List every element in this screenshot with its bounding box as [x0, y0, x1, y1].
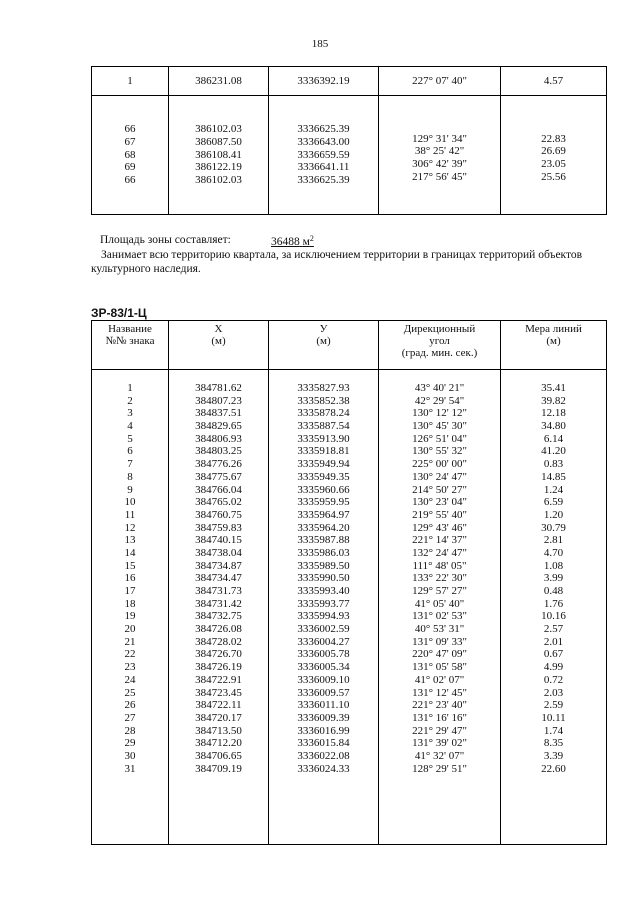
table-cell: 34.80	[541, 420, 566, 433]
table-cell: 2.01	[543, 635, 564, 648]
table-cell: 12.18	[541, 407, 566, 420]
table-cell: 130° 24' 47"	[412, 470, 467, 483]
table-cell: 21	[124, 635, 136, 648]
table-row	[92, 96, 607, 215]
table-cell: 130° 12' 12"	[412, 407, 467, 420]
table-cell: 1.24	[543, 483, 564, 496]
table-cell: 4.99	[543, 661, 564, 674]
table-cell: 384740.15	[195, 534, 242, 547]
table-cell: 17	[124, 585, 136, 597]
table-cell: 3335949.35	[297, 470, 350, 483]
table-cell: 3336011.10	[297, 699, 350, 712]
table-cell: 384726.19	[195, 661, 242, 674]
table-cell: 131° 09' 33"	[412, 635, 467, 648]
table-cell: 3336022.08	[297, 749, 350, 762]
table-cell: 8.35	[543, 737, 564, 750]
direction-angle-column	[379, 382, 500, 775]
table-cell: 43° 40' 21"	[414, 382, 465, 394]
line-length-column	[501, 382, 606, 775]
header-length: Мера линий (м)	[501, 321, 607, 370]
table-cell: 384766.04	[195, 483, 242, 496]
table-cell: 3335949.94	[297, 458, 350, 471]
table-cell: 384731.73	[195, 585, 242, 597]
table-header-row	[92, 321, 607, 370]
table-cell: 7	[127, 458, 133, 471]
table-cell: 16	[124, 572, 136, 585]
table-cell: 384723.45	[195, 686, 242, 699]
table-cell: 3335964.20	[297, 521, 350, 534]
table-cell: 131° 39' 02"	[412, 737, 467, 750]
line-length-list	[501, 127, 606, 184]
header-angle: Дирекционный угол (град. мин. сек.)	[379, 321, 501, 370]
list-item: 386108.41	[195, 148, 242, 161]
table-cell: 1	[127, 382, 133, 394]
table-cell: 3335964.97	[297, 508, 350, 521]
table-cell: 130° 45' 30"	[412, 420, 467, 433]
table-cell: 22.60	[541, 762, 566, 775]
point-number: 1	[92, 67, 169, 96]
table-cell: 42° 29' 54"	[414, 394, 465, 407]
table-cell: 0.83	[543, 458, 564, 471]
table-cell: 25	[124, 686, 136, 699]
table-cell: 3335852.38	[297, 394, 350, 407]
table-cell: 384776.26	[195, 458, 242, 471]
table-cell: 5	[127, 432, 133, 445]
table-cell: 3335989.50	[297, 559, 350, 572]
table-cell: 214° 50' 27"	[412, 483, 467, 496]
table-cell: 3335827.93	[297, 382, 350, 394]
table-cell: 1.08	[543, 559, 564, 572]
table-cell: 384713.50	[195, 724, 242, 737]
list-item: 66	[124, 123, 136, 136]
table-cell: 3336016.99	[297, 724, 350, 737]
table-cell: 384738.04	[195, 546, 242, 559]
table-cell: 2.81	[543, 534, 564, 547]
table-cell: 384760.75	[195, 508, 242, 521]
table-cell: 2.57	[543, 623, 564, 636]
table-cell: 220° 47' 09"	[412, 648, 467, 661]
table-cell: 384734.87	[195, 559, 242, 572]
y-coordinate-list	[269, 123, 378, 186]
table-cell: 1.20	[543, 508, 564, 521]
table-cell: 10.11	[541, 711, 566, 724]
table-cell: 384722.11	[195, 699, 242, 712]
table-cell: 14	[124, 546, 136, 559]
table-cell: 6	[127, 445, 133, 458]
table-cell: 384731.42	[195, 597, 242, 610]
table-cell: 130° 23' 04"	[412, 496, 467, 509]
table-cell: 30.79	[541, 521, 566, 534]
table-cell: 9	[127, 483, 133, 496]
table-cell: 28	[124, 724, 136, 737]
list-item: 68	[124, 148, 136, 161]
direction-angle-list	[379, 127, 500, 184]
table-cell: 3335960.66	[297, 483, 350, 496]
table-cell: 10.16	[541, 610, 566, 623]
table-cell: 3336024.33	[297, 762, 350, 775]
table-cell: 219° 55' 40"	[412, 508, 467, 521]
table-cell: 384722.91	[195, 673, 242, 686]
table-cell: 3335918.81	[297, 445, 350, 458]
table-cell: 10	[124, 496, 136, 509]
table-cell: 3335987.88	[297, 534, 350, 547]
table-cell: 3335990.50	[297, 572, 350, 585]
list-item: 3336625.39	[297, 123, 350, 136]
header-x: Х (м)	[169, 321, 269, 370]
table-cell: 132° 24' 47"	[412, 546, 467, 559]
table-cell: 18	[124, 597, 136, 610]
table-cell: 20	[124, 623, 136, 636]
table-cell: 4.70	[543, 546, 564, 559]
table-cell: 130° 55' 32"	[412, 445, 467, 458]
table-row	[92, 67, 607, 96]
table-cell: 2.03	[543, 686, 564, 699]
table-cell: 131° 16' 16"	[412, 711, 467, 724]
table-cell: 41° 02' 07"	[414, 673, 465, 686]
table-cell: 3336005.34	[297, 661, 350, 674]
table-cell: 384775.67	[195, 470, 242, 483]
list-item: 386122.19	[195, 161, 242, 174]
table-cell: 225° 00' 00"	[412, 458, 467, 471]
table-cell: 22	[124, 648, 136, 661]
table-cell: 384726.70	[195, 648, 242, 661]
table-cell: 384732.75	[195, 610, 242, 623]
page-number: 185	[311, 38, 329, 50]
table-cell: 35.41	[541, 382, 566, 394]
table-cell: 11	[124, 508, 136, 521]
table-cell: 2	[127, 394, 133, 407]
table-cell: 3336004.27	[297, 635, 350, 648]
table-cell: 3	[127, 407, 133, 420]
table-cell: 41° 32' 07"	[414, 749, 465, 762]
table-cell: 6.59	[543, 496, 564, 509]
table-cell: 41.20	[541, 445, 566, 458]
table-cell: 8	[127, 470, 133, 483]
table-cell: 24	[124, 673, 136, 686]
table-cell: 3335993.77	[297, 597, 350, 610]
table-cell: 126° 51' 04"	[412, 432, 467, 445]
table-cell: 3.39	[543, 749, 564, 762]
y-coordinate: 3336392.19	[269, 67, 379, 96]
table-cell: 384712.20	[195, 737, 242, 750]
table-cell: 1.74	[543, 724, 564, 737]
list-item: 217° 56' 45"	[412, 170, 467, 183]
table-cell: 3335913.90	[297, 432, 350, 445]
list-item: 66	[124, 174, 136, 187]
table-cell: 31	[124, 762, 136, 775]
table-cell: 3335986.03	[297, 546, 350, 559]
list-item: 22.83	[541, 132, 566, 145]
table-cell: 13	[124, 534, 136, 547]
table-cell: 129° 57' 27"	[412, 585, 467, 597]
table-cell: 0.67	[543, 648, 564, 661]
table-cell: 15	[124, 559, 136, 572]
table-cell: 384728.02	[195, 635, 242, 648]
point-number-list	[92, 123, 168, 186]
x-coordinate-column	[169, 382, 268, 775]
list-item: 38° 25' 42"	[414, 145, 465, 158]
table-cell: 12	[124, 521, 136, 534]
table-cell: 131° 05' 58"	[412, 661, 467, 674]
table-cell: 384734.47	[195, 572, 242, 585]
direction-angle: 227° 07' 40"	[379, 67, 501, 96]
list-item: 129° 31' 34"	[412, 132, 467, 145]
table-cell: 29	[124, 737, 136, 750]
table-cell: 3336015.84	[297, 737, 350, 750]
table-cell: 3336002.59	[297, 623, 350, 636]
area-value: 36488 $м^2$	[271, 234, 314, 248]
table-cell: 19	[124, 610, 136, 623]
list-item: 67	[124, 135, 136, 148]
x-coordinate-list	[169, 123, 268, 186]
table-cell: 3335994.93	[297, 610, 350, 623]
table-cell: 3336009.57	[297, 686, 350, 699]
table-cell: 384806.93	[195, 432, 242, 445]
list-item: 3336659.59	[297, 148, 350, 161]
point-number-column	[92, 382, 168, 775]
table-cell: 3336009.10	[297, 673, 350, 686]
table-cell: 128° 29' 51"	[412, 762, 467, 775]
table-cell: 1.76	[543, 597, 564, 610]
line-length: 4.57	[501, 67, 607, 96]
table-cell: 221° 23' 40"	[412, 699, 467, 712]
table-cell: 131° 02' 53"	[412, 610, 467, 623]
table-cell: 384726.08	[195, 623, 242, 636]
table-cell: 23	[124, 661, 136, 674]
table-cell: 384803.25	[195, 445, 242, 458]
zone-description: Занимает всю территорию квартала, за исключением территории в границах территорий объектов культурного наследия.	[91, 249, 583, 275]
table-cell: 3.99	[543, 572, 564, 585]
list-item: 3336625.39	[297, 174, 350, 187]
header-name: Название №№ знака	[92, 321, 169, 370]
list-item: 386102.03	[195, 174, 242, 187]
table-cell: 3335887.54	[297, 420, 350, 433]
list-item: 25.56	[541, 170, 566, 183]
table-cell: 27	[124, 711, 136, 724]
table-cell: 0.48	[543, 585, 564, 597]
table-cell: 384759.83	[195, 521, 242, 534]
table-cell: 39.82	[541, 394, 566, 407]
table-cell: 384706.65	[195, 749, 242, 762]
area-label: Площадь зоны составляет:	[100, 234, 231, 246]
coordinates-table-continued	[91, 66, 607, 215]
table-cell: 3335959.95	[297, 496, 350, 509]
table-cell: 6.14	[543, 432, 564, 445]
table-cell: 111° 48' 05"	[412, 559, 467, 572]
header-y: У (м)	[269, 321, 379, 370]
table-cell: 30	[124, 749, 136, 762]
table-cell: 3335993.40	[297, 585, 350, 597]
list-item: 3336641.11	[297, 161, 350, 174]
table-cell: 40° 53' 31"	[414, 623, 465, 636]
table-cell: 3336009.39	[297, 711, 350, 724]
table-cell: 133° 22' 30"	[412, 572, 467, 585]
list-item: 386087.50	[195, 135, 242, 148]
zone-coordinates-table	[91, 320, 607, 845]
list-item: 3336643.00	[297, 135, 350, 148]
table-cell: 0.72	[543, 673, 564, 686]
table-cell: 4	[127, 420, 133, 433]
list-item: 23.05	[541, 158, 566, 170]
table-cell: 3335878.24	[297, 407, 350, 420]
table-cell: 221° 14' 37"	[412, 534, 467, 547]
table-cell: 384765.02	[195, 496, 242, 509]
table-cell: 2.59	[543, 699, 564, 712]
table-cell: 384829.65	[195, 420, 242, 433]
list-item: 26.69	[541, 145, 566, 158]
list-item: 306° 42' 39"	[412, 158, 467, 170]
list-item: 69	[124, 161, 136, 174]
table-cell: 26	[124, 699, 136, 712]
table-cell: 384720.17	[195, 711, 242, 724]
zone-title: ЗР-83/1-Ц	[91, 306, 147, 320]
table-cell: 3336005.78	[297, 648, 350, 661]
table-cell: 41° 05' 40"	[414, 597, 465, 610]
table-cell: 221° 29' 47"	[412, 724, 467, 737]
x-coordinate: 386231.08	[169, 67, 269, 96]
table-cell: 384781.62	[195, 382, 242, 394]
table-cell: 129° 43' 46"	[412, 521, 467, 534]
table-cell: 384837.51	[195, 407, 242, 420]
table-cell: 384807.23	[195, 394, 242, 407]
table-cell: 131° 12' 45"	[412, 686, 467, 699]
table-cell: 14.85	[541, 470, 566, 483]
y-coordinate-column	[269, 382, 378, 775]
table-body-row	[92, 370, 607, 845]
table-cell: 384709.19	[195, 762, 242, 775]
list-item: 386102.03	[195, 123, 242, 136]
